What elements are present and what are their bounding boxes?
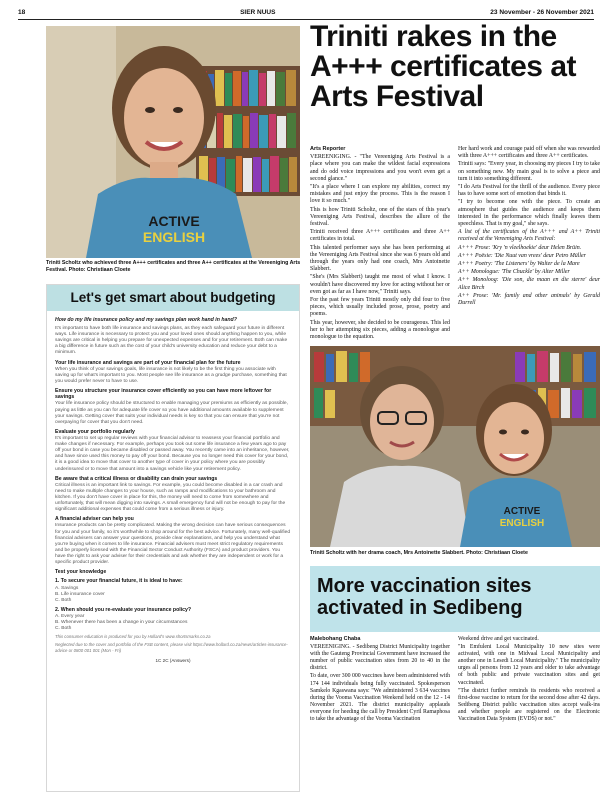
article-paragraph: This talented performer says she has been performing at the Vereeniging Arts Festival since she was 6 years old and through the years only had one coach, Mrs Antoinette Slabbert. [310, 244, 450, 273]
quiz-option: B. Life insurance cover [55, 591, 105, 597]
certificate-item: A++ Monoloog: 'Die son, die maan en die sterre' deur Alice Birch [458, 277, 600, 291]
budgeting-paragraph: Your life insurance policy should be structured to enable managing your premiums as efficiently as possible, paying as little as you can for adequate life cover so you have additional amounts available to supplement your savings. Getting cover that suits your individual needs is key so that you can ensure that you're not overpaying for cover that you don't need. [55, 401, 288, 425]
shirt2-text-line1: ACTIVE [503, 506, 541, 517]
photo-triniti [46, 26, 300, 258]
newspaper-name: SIER NUUS [240, 9, 276, 16]
article-column-1 [310, 146, 450, 342]
budgeting-title: Let's get smart about budgeting [47, 285, 299, 311]
issue-date: 23 November - 26 November 2021 [490, 9, 594, 16]
budgeting-subheading: Your life insurance and savings are part of your financial plan for the future [55, 359, 241, 366]
budgeting-advert-box [46, 284, 300, 792]
photo-triniti-with-coach [310, 346, 600, 547]
budgeting-disclaimer: This consumer education is produced for you by Hollard's www.shortsmarks.co.za [55, 634, 211, 640]
budgeting-subheading: A financial adviser can help you [55, 516, 134, 523]
article-paragraph: VEREENIGING. - "The Vereeniging Arts Festival is a place where you can make the wildest facial expressions and do odd voice impressions and you won't even get a second glance." [310, 154, 450, 182]
vaccination-paragraph: VEREENIGING. - Sedibeng District Municipality together with the Gauteng Provincial Government have increased the number of public vaccination sites from 20 to 40 in the district. [310, 644, 450, 672]
article-paragraph: Her hard work and courage paid off when she was rewarded with three A+++ certificates and three A++ certificates. [458, 146, 600, 160]
quiz-option: A. Savings [55, 585, 79, 591]
quiz-option: B. Whenever there has been a change in your circumstances [55, 620, 188, 626]
quiz-answers: 1C 2C (Answers) [155, 657, 191, 663]
photo1-caption: Triniti Scholtz who achieved three A+++ certificates and three A++ certificates at the Vereeniging Arts Festival. Photo: Christiaan Cloete [46, 260, 301, 273]
vaccination-paragraph: "The district further reminds its residents who received a first-dose vaccine to return for the second dose after 42 days. Sedibeng District public vaccination sites accept walk-ins and whether people are registered on the Electronic Vaccination Data System (EVDS) or not." [458, 687, 600, 723]
shirt2-text-line2: ENGLISH [499, 518, 545, 529]
article-paragraph: "It's a place where I can explore my abilities, correct my mistakes and just enjoy the process. This is the reason I love it so much." [310, 184, 450, 205]
certificate-item: A++ Monologue: 'The Chuckle' by Alter Miller [458, 269, 570, 276]
certificate-item: A++ Prose: 'Mr. family and other animals' by Gerald Durrell [458, 292, 600, 307]
page-number: 18 [18, 9, 26, 16]
quiz-option: C. Both [55, 626, 72, 632]
certificate-item: A+++ Prose: 'Kry 'n vleelhoekie' deur Helen Brüin. [458, 244, 582, 251]
budgeting-paragraph: It's important to have both life insurance and savings plans, as they each safeguard your future in different ways. Life insurance is necessary to protect you and your loved ones should anything happen to you, while savings are critical in helping you prepare for unexpected expenses and for your retirement. Both can make a big difference in future such as the cost of your child's university education and reduce your debt to a minimum. [55, 326, 288, 356]
budgeting-subheading: Ensure you structure your insurance cover efficiently so you can have more leftover for savings [55, 388, 272, 401]
quiz-option: C. Both [55, 597, 72, 603]
page-header [18, 8, 594, 20]
budgeting-paragraph: It's important to set up regular reviews with your financial advisor to reassess your financial portfolio and make changes if necessary. For example, perhaps you took out some life insurance a few years ago to pay off your bond in case you became disabled or passed away. You recently came into an inheritance, however, and have since used this money to pay off your bond. Because you no longer need this cover for your bond, it is a good idea to move that cover to another type of cover in your policy where you are possibly underinsured or to move that amount into a savings vehicle like your retirement policy. [55, 436, 290, 472]
article-paragraph: "I try to become one with the piece. To create an atmosphere that guides the audience and keeps them interested in the performance which finally leaves them speechless. That is my goal," she says. [458, 199, 600, 228]
shirt-text-line1: ACTIVE [148, 213, 200, 229]
shirt-text-line2: ENGLISH [142, 229, 206, 245]
budgeting-paragraph: Critical illness is an important link to savings. For example, you could become disabled in a car crash and need to make multiple changes to your house, such as ramps and modifications to your bathroom and kitchen. If you don't have cover in place for this, the money will need to come from somewhere and unfortunately, that will mean digging into savings. A small emergency fund will not be enough to pay for the significant additional expenses that could come from a serious illness or injury. [55, 482, 286, 513]
quiz-option: A. Every year [55, 614, 85, 620]
budgeting-source: Neglected due to the cover and portfolio of the FSB content, please visit https://www.hollard.co.za/news/articles-insurance-advice or 0800 001 001 (Mon - Fri) [55, 642, 288, 654]
article-paragraph: This is how Triniti Scholtz, one of the stars of this year's Vereeniging Arts Festival, describes the allure of the festival. [310, 206, 450, 228]
byline: Arts Reporter [310, 146, 346, 152]
budgeting-paragraph: Insurance products can be pretty complicated. Making the wrong decision can have serious consequences for you and your family, so it's worthwhile to shop around for the best advice. Fortunately, many well-qualified financial advisers can answer your questions, provide clear explanations, and help you understand what you're buying when it comes to life insurance. Financial advisers must meet strict regulatory requirements and be properly licensed with the Financial Sector Conduct Authority (FSCA) and product providers. You have the right to ask your adviser for their credentials and ask whether they are independent or work for a specific product provider. [55, 523, 291, 566]
vaccination-paragraph: "In Emfuleni Local Municipality 10 new sites were activated, with one in Midvaal Local Municipality and another one in Lesedi Local Municipality." The municipality urges all persons from 12 years and older to take advantage of both public and private vaccination sites and get vaccinated. [458, 644, 600, 686]
photo2-caption: Triniti Scholtz with her drama coach, Mrs Antoinette Slabbert. Photo: Christiaan Cloete [310, 550, 528, 556]
photo-triniti-illustration [46, 26, 300, 258]
budgeting-question: How do my life insurance policy and my savings plan work hand in hand? [55, 317, 237, 323]
quiz-heading: Test your knowledge [55, 569, 107, 576]
budgeting-subheading: Evaluate your portfolio regularly [55, 428, 135, 435]
certificate-item: A+++ Poetry: 'The Listeners' by Walter de la Mare [458, 261, 580, 268]
article-paragraph: For the past few years Triniti mostly only did four to five pieces, which usually included prose, prose, poetry and poems. [310, 297, 450, 318]
article-paragraph: Triniti says: "Every year, in choosing my pieces I try to take on something new. My main goal is to solve a piece and turn it into something different. [458, 161, 600, 182]
vaccination-byline: Malebohang Chaba [310, 636, 361, 642]
article-paragraph: "She's (Mrs Slabbert) taught me most of what I know. I wouldn't have discovered my love for acting without her or even got as far as I have now," Triniti says. [310, 274, 450, 295]
vaccination-headline: More vaccination sites activated in Sedibeng [310, 566, 600, 632]
quiz-question: 1. To secure your financial future, it is ideal to have: [55, 578, 183, 585]
photo-coach-illustration [310, 346, 600, 547]
article-paragraph: This year, however, she decided to be courageous. This led her to her attempting six pieces, adding a monologue and monologue to the equation. [310, 319, 450, 341]
quiz-question: 2. When should you re-evaluate your insurance policy? [55, 606, 192, 613]
article-paragraph: "I do Arts Festival for the thrill of the audience. Every piece has to have some sort of emotion that binds it. [458, 184, 600, 198]
certificate-item: A+++ Poësie: 'Die Nuut van vrees' deur Petro Müller [458, 252, 586, 259]
vaccination-paragraph: To date, over 300 000 vaccines have been administered with 174 144 individuals being fully vaccinated. Spokesperson Samkelo Kgaswana says: "We administered 3 634 vaccines during the Vooma Vaccination Weekend held on the 12 - 14 November 2021. The district municipality applauds everyone for heeding the call by President Cyril Ramaphosa to take the advantage of the Vooma Vaccination [310, 673, 450, 723]
budgeting-paragraph: When you think of your savings goals, life insurance is not likely to be the first thing you associate with saving up for what's important to you. Most people see life insurance as a grudge purchase, something that you would prefer never to have to use. [55, 366, 287, 384]
article-column-2 [458, 146, 600, 308]
certificates-intro: A list of the certificates of the A+++ and A++ Triniti received at the Vereeniging Arts Festival: [458, 229, 600, 243]
budgeting-subheading: Be aware that a critical illness or disability can drain your savings [55, 475, 218, 482]
main-headline: Triniti rakes in the A+++ certificates at Arts Festival [310, 20, 576, 113]
vaccination-paragraph: Weekend drive and get vaccinated. [458, 636, 539, 642]
article-paragraph: Triniti received three A+++ certificates and three A++ certificates in total. [310, 229, 450, 243]
vaccination-column-1 [310, 636, 450, 724]
budgeting-body [47, 311, 299, 664]
vaccination-column-2 [458, 636, 600, 724]
